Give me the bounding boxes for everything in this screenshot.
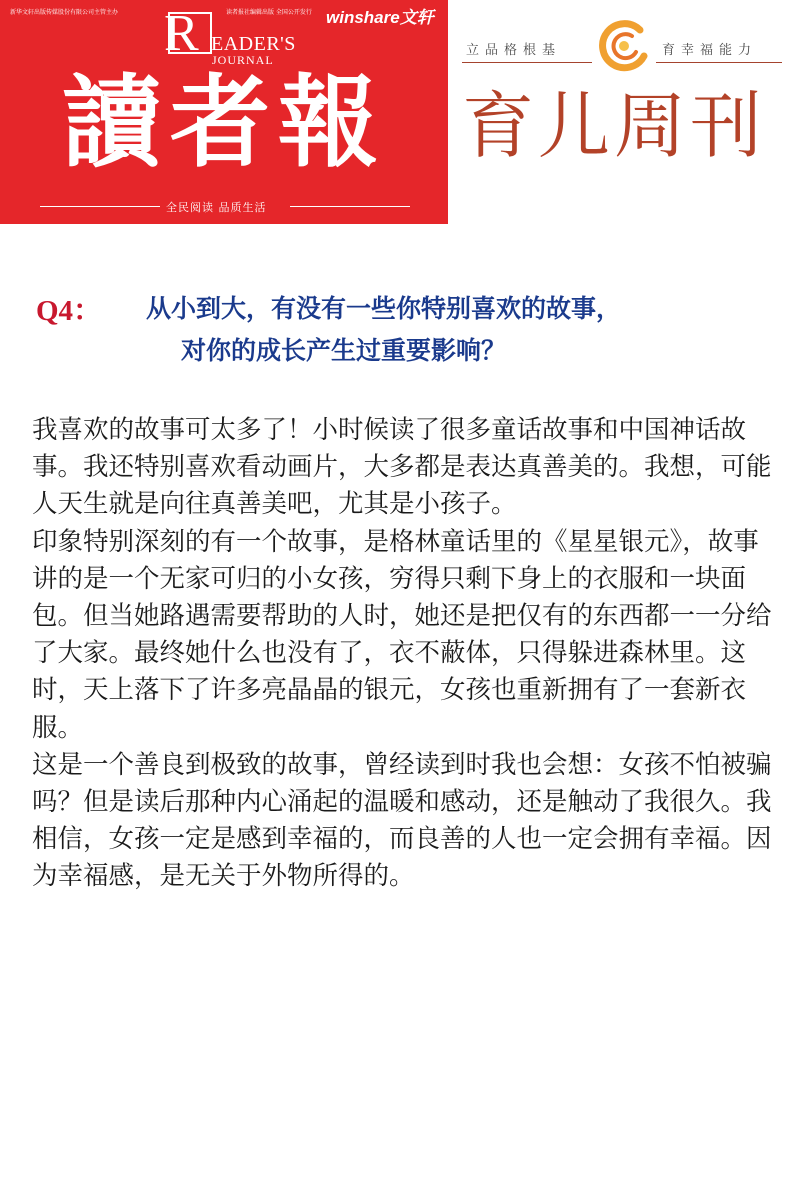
sun-emblem-icon (596, 18, 652, 74)
question-label: Q4： (36, 295, 103, 327)
answer-paragraph: 这是一个善良到极致的故事，曾经读到时我也会想：女孩不怕被骗吗？但是读后那种内心涌起的温暖和感动，还是触动了我很久。我相信，女孩一定是感到幸福的，而良善的人也一定会拥有幸福。因为幸福感，是无关于外物所得的。 (32, 749, 772, 892)
slogan-divider-right (290, 206, 410, 207)
answer-paragraph: 印象特别深刻的有一个故事，是格林童话里的《星星银元》，故事讲的是一个无家可归的小女孩，穷得只剩下身上的衣服和一块面包。但当她路遇需要帮助的人时，她还是把仅有的东西都一一分给了大家。最终她什么也没有了，衣不蔽体，只得躲进森林里。这时，天上落下了许多亮晶晶的银元，女孩也重新拥有了一套新衣服。 (32, 526, 772, 743)
publisher-left-text: 新华文轩出版传媒股份有限公司主管主办 (10, 9, 119, 16)
motto-left: 立品格根基 (466, 43, 562, 58)
readers-journal-logo-text: EADER'S (211, 33, 296, 55)
answer-body (32, 412, 772, 896)
answer-paragraph: 我喜欢的故事可太多了！小时候读了很多童话故事和中国神话故事。我还特别喜欢看动画片，大多都是表达真善美的。我想，可能人天生就是向往真善美吧，尤其是小孩子。 (32, 415, 772, 520)
motto-divider-left (462, 62, 592, 63)
motto-divider-right (656, 62, 782, 63)
winshare-brand: winshare文轩 (326, 8, 434, 27)
publisher-right-text: 读者报社编辑出版 全国公开发行 (226, 9, 312, 16)
masthead-slogan: 全民阅读 品质生活 (166, 201, 267, 214)
question-line-2: 对你的成长产生过重要影响？ (181, 336, 507, 365)
readers-journal-logo-sub: JOURNAL (212, 53, 274, 67)
supplement-title: 育儿周刊 (462, 84, 767, 168)
newspaper-title: 讀者報 (62, 63, 386, 181)
readers-journal-logo-initial: R (164, 5, 199, 62)
motto-right: 育幸福能力 (662, 43, 758, 58)
question-line-1: 从小到大，有没有一些你特别喜欢的故事， (146, 294, 622, 323)
question-text (146, 288, 776, 372)
slogan-divider-left (40, 206, 160, 207)
